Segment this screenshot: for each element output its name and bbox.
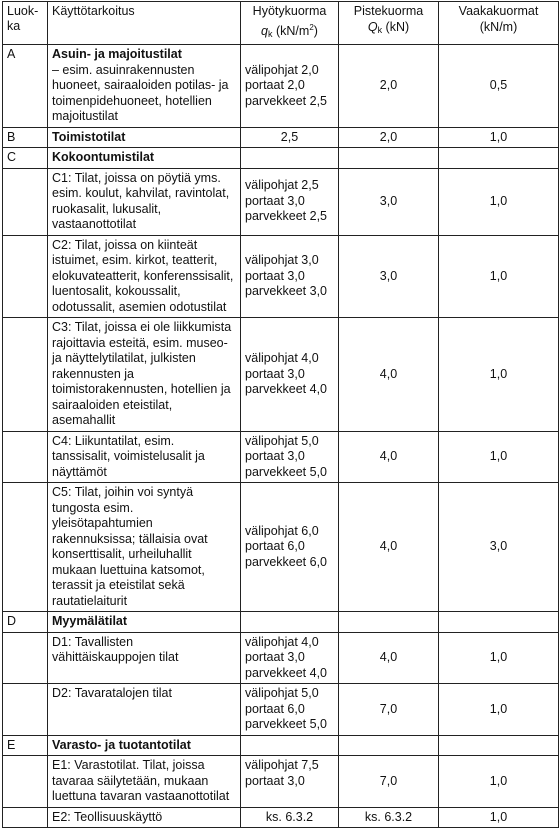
usage-desc: C3: Tilat, joissa ei ole liikkumista rajoittavia esteitä, esim. museo- ja näyttelytilatilat, julkisten rakennusten ja toimistorakennusten, hotellien ja sairaaloiden eteistilat, asemahallit bbox=[48, 318, 241, 432]
point-load-cell: 4,0 bbox=[339, 431, 439, 483]
table-row bbox=[3, 807, 559, 828]
table-row bbox=[3, 684, 559, 736]
usage-desc: – esim. asuinrakennusten huoneet, sairaaloiden potilas- ja toimenpidehuoneet, hotellien majoitustilat bbox=[52, 62, 229, 123]
class-cell: C bbox=[3, 148, 48, 169]
live-load-cell: välipohjat 5,0 portaat 6,0 parvekkeet 5,0 bbox=[241, 684, 339, 736]
point-load-cell: ks. 6.3.2 bbox=[339, 807, 439, 828]
category-title: Toimistotilat bbox=[48, 127, 241, 148]
point-load-cell: 4,0 bbox=[339, 483, 439, 612]
table-row bbox=[3, 632, 559, 684]
table-row bbox=[3, 235, 559, 318]
usage-desc: E1: Varastotilat. Tilat, joissa tavaraa säilytetään, mukaan luettuna tavaran vastaanottotilat bbox=[48, 756, 241, 808]
horizontal-load-cell: 1,0 bbox=[439, 632, 559, 684]
table-row bbox=[3, 735, 559, 756]
live-load-cell: välipohjat 6,0 portaat 6,0 parvekkeet 6,0 bbox=[241, 483, 339, 612]
horizontal-load-cell: 1,0 bbox=[439, 756, 559, 808]
header-row bbox=[3, 2, 559, 45]
header-horizontal-load: Vaakakuormat (kN/m) bbox=[439, 2, 559, 45]
header-class: Luok-ka bbox=[3, 2, 48, 45]
point-load-cell: 4,0 bbox=[339, 632, 439, 684]
live-load-cell: välipohjat 4,0 portaat 3,0 parvekkeet 4,0 bbox=[241, 632, 339, 684]
live-load-cell: ks. 6.3.2 bbox=[241, 807, 339, 828]
class-cell: D bbox=[3, 612, 48, 633]
point-load-cell: 3,0 bbox=[339, 168, 439, 235]
live-load-cell: välipohjat 7,5 portaat 3,0 bbox=[241, 756, 339, 808]
table-row bbox=[3, 756, 559, 808]
live-load-cell: välipohjat 2,5 portaat 3,0 parvekkeet 2,5 bbox=[241, 168, 339, 235]
category-title: Kokoontumistilat bbox=[48, 148, 241, 169]
header-live-load: Hyötykuorma $q_k$ $(kN/m^2)$ bbox=[241, 2, 339, 45]
table-row bbox=[3, 45, 559, 128]
point-load-cell: 2,0 bbox=[339, 127, 439, 148]
usage-desc: E2: Teollisuuskäyttö bbox=[48, 807, 241, 828]
category-title: Myymälätilat bbox=[48, 612, 241, 633]
table-row bbox=[3, 168, 559, 235]
table-row bbox=[3, 612, 559, 633]
category-title: Asuin- ja majoitustilat bbox=[52, 47, 182, 61]
horizontal-load-cell: 1,0 bbox=[439, 684, 559, 736]
class-cell: A bbox=[3, 45, 48, 128]
point-load-cell: 2,0 bbox=[339, 45, 439, 128]
live-load-cell: välipohjat 2,0 portaat 2,0 parvekkeet 2,5 bbox=[241, 45, 339, 128]
horizontal-load-cell: 1,0 bbox=[439, 318, 559, 432]
header-usage: Käyttötarkoitus bbox=[48, 2, 241, 45]
live-load-cell: välipohjat 4,0 portaat 3,0 parvekkeet 4,0 bbox=[241, 318, 339, 432]
usage-desc: C1: Tilat, joissa on pöytiä yms. esim. koulut, kahvilat, ravintolat, ruokasalit, lukusalit, vastaanottotilat bbox=[48, 168, 241, 235]
category-title: Varasto- ja tuotantotilat bbox=[48, 735, 241, 756]
horizontal-load-cell: 1,0 bbox=[439, 431, 559, 483]
point-load-cell: 7,0 bbox=[339, 684, 439, 736]
table-row bbox=[3, 483, 559, 612]
horizontal-load-cell: 1,0 bbox=[439, 807, 559, 828]
horizontal-load-cell: 1,0 bbox=[439, 127, 559, 148]
horizontal-load-cell: 1,0 bbox=[439, 235, 559, 318]
table-row bbox=[3, 127, 559, 148]
horizontal-load-cell: 1,0 bbox=[439, 168, 559, 235]
point-load-cell: 7,0 bbox=[339, 756, 439, 808]
live-load-table bbox=[2, 1, 559, 828]
header-point-load: Pistekuorma $Q_k$ (kN) bbox=[339, 2, 439, 45]
usage-cell bbox=[48, 45, 241, 128]
table-row bbox=[3, 431, 559, 483]
usage-desc: C2: Tilat, joissa on kiinteät istuimet, esim. kirkot, teatterit, elokuvateatterit, konferenssisalit, luentosalit, kokoussalit, odotussalit, asemien odotustilat bbox=[48, 235, 241, 318]
table-row bbox=[3, 318, 559, 432]
class-cell: B bbox=[3, 127, 48, 148]
live-load-cell: välipohjat 3,0 portaat 3,0 parvekkeet 3,0 bbox=[241, 235, 339, 318]
point-load-cell: 4,0 bbox=[339, 318, 439, 432]
point-load-cell: 3,0 bbox=[339, 235, 439, 318]
live-load-cell: 2,5 bbox=[241, 127, 339, 148]
live-load-cell: välipohjat 5,0 portaat 3,0 parvekkeet 5,0 bbox=[241, 431, 339, 483]
usage-desc: C5: Tilat, joihin voi syntyä tungosta esim. yleisötapahtumien rakennuksissa; tällaisia ovat konserttisalit, urheiluhallit mukaan luettuina katsomot, terassit ja eteistilat sekä rautatielaiturit bbox=[48, 483, 241, 612]
table-row bbox=[3, 148, 559, 169]
horizontal-load-cell: 3,0 bbox=[439, 483, 559, 612]
horizontal-load-cell: 0,5 bbox=[439, 45, 559, 128]
class-cell: E bbox=[3, 735, 48, 756]
usage-desc: C4: Liikuntatilat, esim. tanssisalit, voimistelusalit ja näyttämöt bbox=[48, 431, 241, 483]
usage-desc: D2: Tavaratalojen tilat bbox=[48, 684, 241, 736]
usage-desc: D1: Tavallisten vähittäiskauppojen tilat bbox=[48, 632, 241, 684]
